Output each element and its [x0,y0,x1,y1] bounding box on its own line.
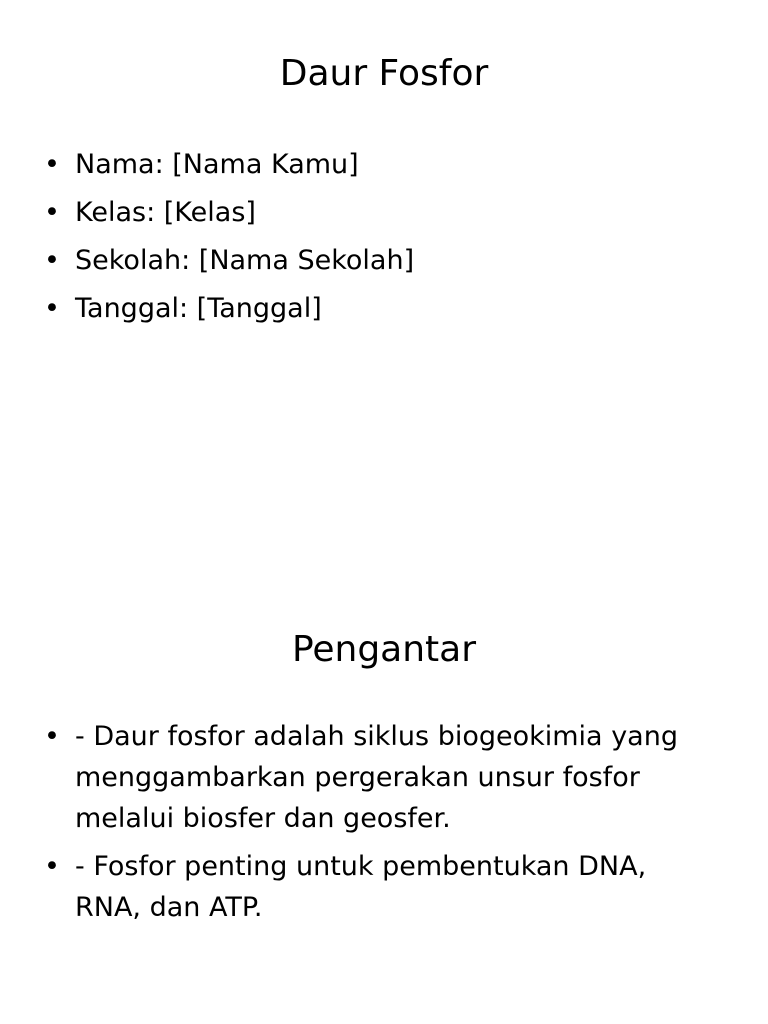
bullet-text: Nama: [Nama Kamu] [75,149,359,180]
bullet-icon: • [44,197,60,228]
list-item [44,189,704,237]
slide-title: Pengantar [291,629,477,670]
list-item [44,237,704,285]
bullet-text: Kelas: [Kelas] [75,197,256,228]
list-item [44,285,704,333]
bullet-icon: • [44,149,60,180]
bullet-icon: • [44,293,60,324]
list-item [44,846,704,928]
bullet-text: Sekolah: [Nama Sekolah] [75,245,415,276]
bullet-icon: • [44,851,60,882]
bullet-list [44,716,704,935]
bullet-icon: • [44,245,60,276]
bullet-text: Tanggal: [Tanggal] [75,293,322,324]
slide-title: Daur Fosfor [279,53,489,94]
slide-intro [0,576,768,1024]
bullet-list [44,141,704,333]
bullet-text: - Daur fosfor adalah siklus biogeokimia yang menggambarkan pergerakan unsur fosfor melalui biosfer dan geosfer. [75,721,678,834]
list-item [44,716,704,839]
bullet-text: - Fosfor penting untuk pembentukan DNA, RNA, dan ATP. [75,851,647,923]
list-item [44,141,704,189]
bullet-icon: • [44,721,60,752]
